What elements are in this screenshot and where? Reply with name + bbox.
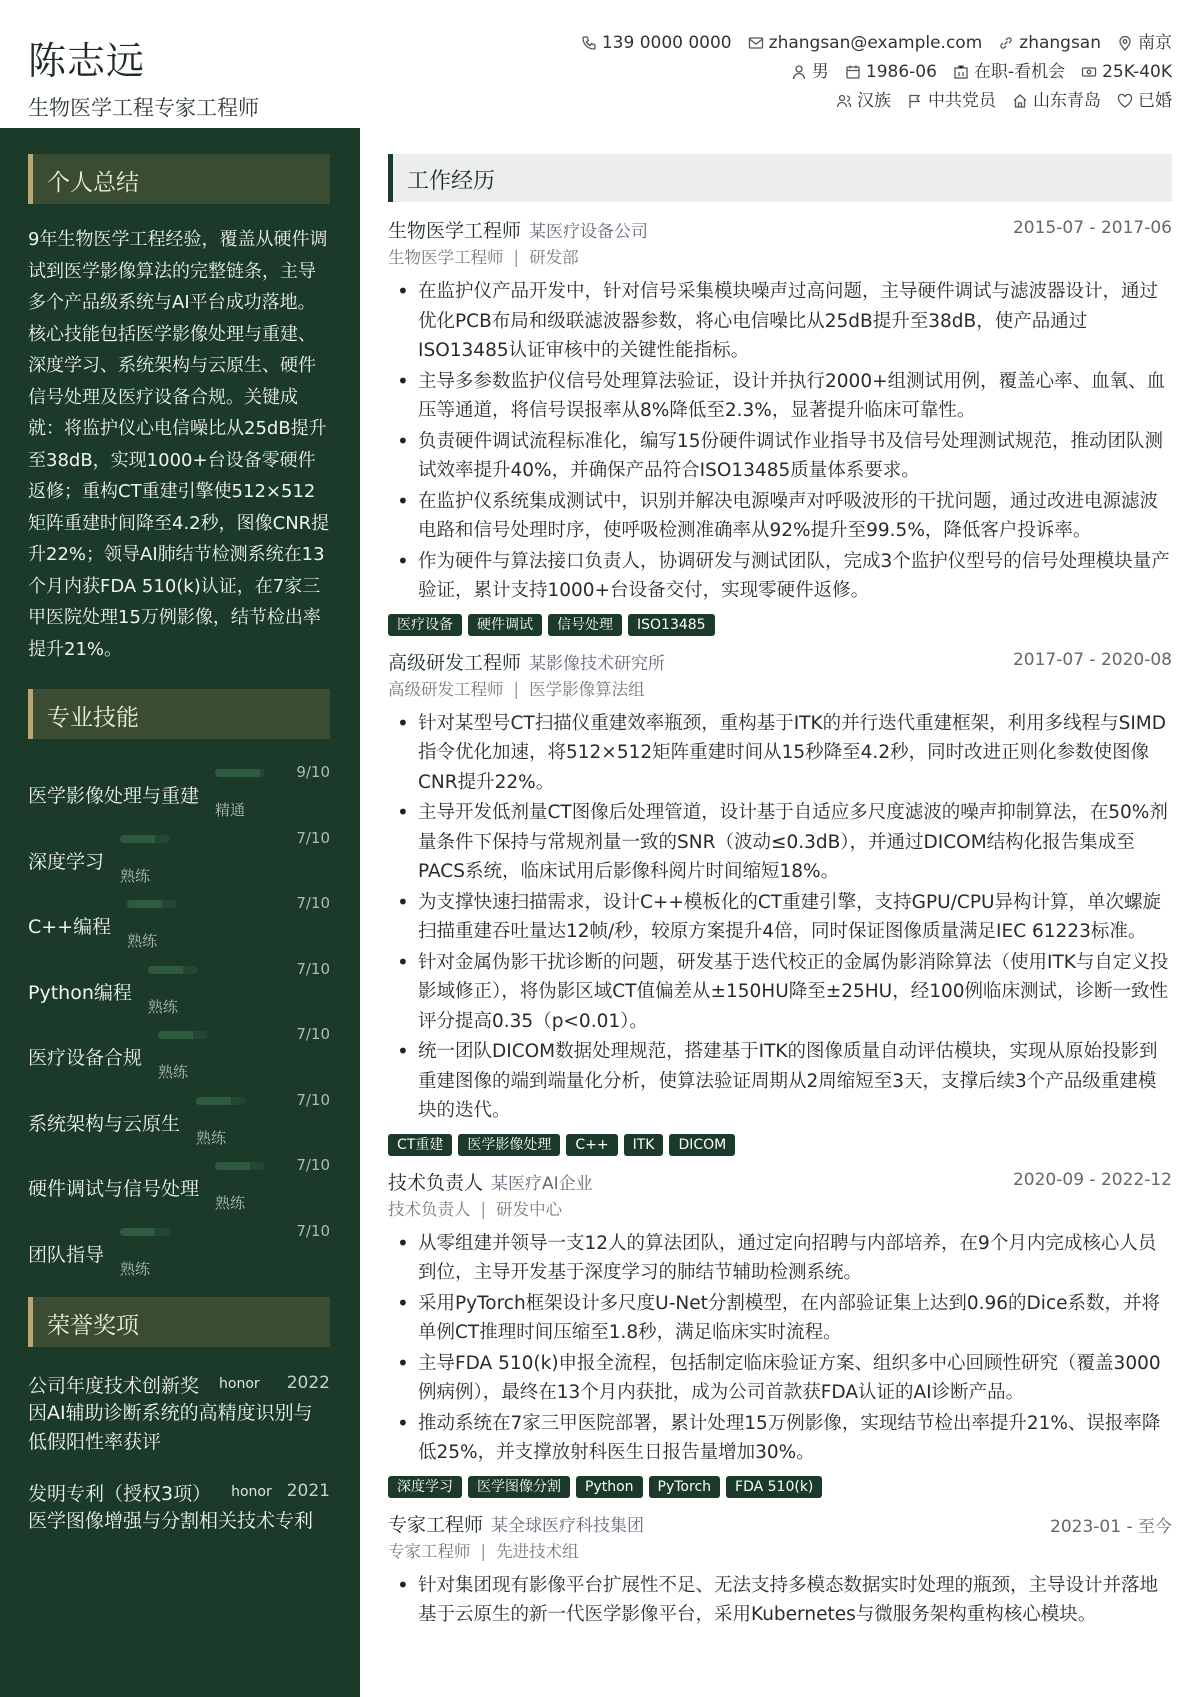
skill-level: 熟练	[120, 1259, 151, 1278]
phone-icon	[581, 35, 597, 51]
job-tags	[388, 1134, 1172, 1156]
job-title	[388, 1168, 593, 1195]
skill-name: 医学影像处理与重建	[28, 785, 200, 807]
skill-level: 熟练	[147, 997, 178, 1016]
contact-text: 中共党员	[928, 90, 996, 111]
contact-item	[1081, 58, 1172, 86]
divider: |	[513, 248, 520, 267]
contact-row	[581, 86, 1172, 115]
skill-level: 熟练	[215, 1194, 246, 1212]
honor-description: 因AI辅助诊断系统的高精度识别与低假阳性率获评	[28, 1402, 313, 1453]
job-date: 2023-01 - 至今	[1050, 1516, 1172, 1537]
contact-item	[998, 29, 1101, 57]
job-role-dept	[388, 1197, 1172, 1229]
skill-bar-fill	[215, 769, 260, 777]
job-entry	[388, 646, 1172, 1156]
list-item: • 负责硬件调试流程标准化，编写15份硬件调试作业指导书及信号处理测试规范，推动团队测试效率提升40%，并确保产品符合ISO13485质量体系要求。	[388, 427, 1172, 486]
skill-score: 7/10	[296, 959, 330, 978]
skill-level: 熟练	[158, 1063, 189, 1081]
home-icon	[1012, 93, 1028, 109]
resume-header	[0, 0, 1200, 128]
contact-item	[791, 58, 829, 86]
skill-tag: PyTorch	[649, 1476, 720, 1498]
work-heading: 工作经历	[388, 154, 1172, 202]
job-role: 高级研发工程师	[388, 679, 504, 699]
skill-level: 熟练	[196, 1128, 227, 1147]
location-icon	[1117, 35, 1133, 51]
job-header	[388, 214, 1172, 245]
skill-bar-fill	[120, 1228, 155, 1236]
candidate-title: 生物医学工程专家工程师	[28, 96, 259, 120]
contact-text: 山东青岛	[1033, 90, 1101, 111]
contact-text: 南京	[1138, 32, 1172, 53]
skill-score: 7/10	[296, 828, 330, 847]
list-item: • 统一团队DICOM数据处理规范，搭建基于ITK的图像质量自动评估模块，实现从原始投影到重建图像的端到端量化分析，使算法验证周期从2周缩短至3天，支撑后续3个产品级重建模块的迭代。	[388, 1037, 1172, 1126]
skill-score: 9/10	[296, 763, 330, 781]
skill-score: 7/10	[296, 1025, 330, 1043]
skill-bar	[127, 900, 177, 908]
skill-bar	[196, 1097, 246, 1105]
job-company: 某全球医疗科技集团	[491, 1515, 645, 1536]
job-title-text: 技术负责人	[388, 1171, 484, 1194]
job-role: 生物医学工程师	[388, 248, 504, 267]
skill-tag: C++	[566, 1134, 617, 1156]
building-icon	[953, 64, 969, 80]
honor-item	[28, 1475, 330, 1536]
job-role-dept	[388, 677, 1172, 709]
skill-name: Python编程	[28, 981, 132, 1004]
calendar-icon	[845, 64, 861, 80]
skill-item	[28, 1087, 330, 1153]
list-item: • 在监护仪系统集成测试中，识别并解决电源噪声对呼吸波形的干扰问题，通过改进电源滤波电路和信号处理时序，使呼吸检测准确率从92%提升至99.5%，降低客户投诉率。	[388, 487, 1172, 546]
skill-name: 深度学习	[28, 850, 105, 873]
skill-tag: 医疗设备	[388, 614, 462, 636]
mail-icon	[748, 35, 764, 51]
job-department: 先进技术组	[496, 1541, 579, 1561]
skill-tag: ISO13485	[628, 614, 715, 636]
skill-name: 团队指导	[28, 1243, 105, 1266]
skill-bar	[215, 1162, 265, 1170]
skill-tag: 医学影像处理	[458, 1134, 560, 1156]
job-achievements	[388, 277, 1172, 606]
skill-tag: Python	[576, 1476, 643, 1498]
skill-item	[28, 825, 330, 891]
list-item: • 针对某型号CT扫描仪重建效率瓶颈，重构基于ITK的并行迭代重建框架，利用多线程与SIMD指令优化加速，将512×512矩阵重建时间从15秒降至4.2秒，同时改进正则化参数使图像CNR提升22%。	[388, 709, 1172, 798]
skill-item	[28, 1152, 330, 1218]
list-item: • 作为硬件与算法接口负责人，协调研发与测试团队，完成3个监护仪型号的信号处理模块量产验证，累计支持1000+台设备交付，实现零硬件返修。	[388, 547, 1172, 606]
money-icon	[1081, 64, 1097, 80]
skill-bar	[120, 1228, 170, 1236]
job-department: 研发中心	[496, 1199, 563, 1219]
contact-text: zhangsan	[1019, 32, 1101, 53]
contact-row	[581, 28, 1172, 57]
contact-item	[748, 29, 983, 57]
job-entry	[388, 1508, 1172, 1630]
skill-item	[28, 890, 330, 956]
skill-score: 7/10	[296, 1090, 330, 1109]
contact-item	[836, 87, 891, 115]
contact-text: 25K-40K	[1102, 61, 1172, 82]
contact-item	[1117, 87, 1172, 115]
flag-icon	[907, 93, 923, 109]
job-tags	[388, 1476, 1172, 1498]
honor-tag: honor	[219, 1376, 260, 1392]
skills-heading: 专业技能	[28, 689, 330, 739]
contact-item	[1012, 87, 1101, 115]
contact-info	[581, 28, 1172, 115]
honor-year: 2021	[286, 1481, 330, 1501]
job-date: 2017-07 - 2020-08	[1012, 649, 1172, 670]
job-role-dept	[388, 245, 1172, 277]
job-header	[388, 1166, 1172, 1197]
jobs-list	[388, 214, 1172, 1630]
skill-bar-fill	[127, 900, 162, 908]
job-company: 某医疗设备公司	[529, 222, 649, 242]
job-date: 2015-07 - 2017-06	[1012, 218, 1172, 238]
skill-bar-fill	[215, 1162, 250, 1170]
divider: |	[480, 1199, 487, 1219]
skill-level: 熟练	[120, 866, 151, 885]
honor-tag: honor	[231, 1484, 272, 1500]
list-item: • 在监护仪产品开发中，针对信号采集模块噪声过高问题，主导硬件调试与滤波器设计，通过优化PCB布局和级联滤波器参数，将心电信噪比从25dB提升至38dB，使产品通过ISO13485认证审核中的关键性能指标。	[388, 277, 1172, 366]
list-item: • 采用PyTorch框架设计多尺度U-Net分割模型，在内部验证集上达到0.96的Dice系数，并将单例CT推理时间压缩至1.8秒，满足临床实时流程。	[388, 1289, 1172, 1348]
skill-name: 系统架构与云原生	[28, 1112, 181, 1135]
summary-text: 9年生物医学工程经验，覆盖从硬件调试到医学影像算法的完整链条，主导多个产品级系统与AI平台成功落地。核心技能包括医学影像处理与重建、深度学习、系统架构与云原生、硬件信号处理及医疗设备合规。关键成就：将监护仪心电信噪比从25dB提升至38dB，实现1000+台设备零硬件返修；重构CT重建引擎使512×512矩阵重建时间降至4.2秒，图像CNR提升22%；领导AI肺结节检测系统在13个月内获FDA 510(k)认证，在7家三甲医院处理15万例影像，结节检出率提升21%。	[28, 229, 330, 660]
skill-score: 7/10	[296, 894, 330, 912]
job-company: 某影像技术研究所	[529, 653, 666, 674]
honors-heading: 荣誉奖项	[28, 1297, 330, 1347]
job-role: 专家工程师	[388, 1541, 471, 1561]
contact-item	[845, 58, 937, 86]
skill-level: 精通	[215, 801, 246, 819]
skill-tag: 深度学习	[388, 1476, 462, 1498]
skill-tag: 医学图像分割	[468, 1476, 570, 1498]
contact-text: 已婚	[1138, 90, 1172, 111]
job-entry	[388, 1166, 1172, 1498]
list-item: • 主导开发低剂量CT图像后处理管道，设计基于自适应多尺度滤波的噪声抑制算法，在50%剂量条件下保持与常规剂量一致的SNR（波动≤0.3dB），并通过DICOM结构化报告集成至PACS系统，临床试用后影像科阅片时间缩短18%。	[388, 798, 1172, 887]
job-company: 某医疗AI企业	[491, 1173, 593, 1194]
skill-item	[28, 759, 330, 825]
job-title	[388, 648, 665, 675]
skill-name: 医疗设备合规	[28, 1047, 143, 1069]
skill-item	[28, 1218, 330, 1284]
skill-item	[28, 1021, 330, 1087]
job-title-text: 专家工程师	[388, 1513, 484, 1536]
contact-row	[581, 57, 1172, 86]
contact-item	[581, 29, 732, 57]
honor-item	[28, 1367, 330, 1457]
list-item: • 主导多参数监护仪信号处理算法验证，设计并执行2000+组测试用例，覆盖心率、血氧、血压等通道，将信号误报率从8%降低至2.3%，显著提升临床可靠性。	[388, 367, 1172, 426]
list-item: • 针对金属伪影干扰诊断的问题，研发基于迭代校正的金属伪影消除算法（使用ITK与自定义投影域修正），将伪影区域CT值偏差从±150HU降至±25HU，经100例临床测试，诊断一致性评分提高0.35（p<0.01）。	[388, 948, 1172, 1037]
list-item: • 主导FDA 510(k)申报全流程，包括制定临床验证方案、组织多中心回顾性研究（覆盖3000例病例），最终在13个月内获批，成为公司首款获FDA认证的AI诊断产品。	[388, 1349, 1172, 1408]
skill-bar	[120, 835, 170, 843]
honor-row	[28, 1475, 330, 1507]
skill-bar	[148, 966, 198, 974]
job-tags	[388, 614, 1172, 636]
skill-tag: DICOM	[669, 1134, 735, 1156]
link-icon	[998, 35, 1014, 51]
skill-bar-fill	[148, 966, 183, 974]
honor-title: 公司年度技术创新奖	[28, 1375, 200, 1397]
honor-description: 医学图像增强与分割相关技术专利	[28, 1510, 314, 1532]
skill-bar-fill	[120, 835, 155, 843]
main-content	[388, 154, 1172, 1638]
job-date: 2020-09 - 2022-12	[1012, 1169, 1172, 1190]
skill-score: 7/10	[296, 1156, 330, 1174]
list-item: • 从零组建并领导一支12人的算法团队，通过定向招聘与内部培养，在9个月内完成核心人员到位，主导开发基于深度学习的肺结节辅助检测系统。	[388, 1229, 1172, 1288]
list-item: • 针对集团现有影像平台扩展性不足、无法支持多模态数据实时处理的瓶颈，主导设计并落地基于云原生的新一代医学影像平台，采用Kubernetes与微服务架构重构核心模块。	[388, 1571, 1172, 1630]
contact-text: 男	[811, 61, 829, 82]
skill-name: C++编程	[28, 916, 112, 938]
contact-item	[953, 58, 1065, 86]
job-title	[388, 1510, 644, 1537]
skill-bar-fill	[196, 1097, 231, 1105]
honor-year: 2022	[286, 1373, 330, 1393]
skill-tag: ITK	[624, 1134, 664, 1156]
contact-item	[1117, 29, 1172, 57]
skill-name: 硬件调试与信号处理	[28, 1178, 200, 1200]
job-entry	[388, 214, 1172, 636]
skill-tag: FDA 510(k)	[726, 1476, 822, 1498]
job-achievements	[388, 709, 1172, 1126]
job-department: 医学影像算法组	[529, 679, 645, 699]
heart-icon	[1117, 93, 1133, 109]
honors-list	[28, 1367, 330, 1536]
skill-level: 熟练	[127, 932, 158, 950]
job-title	[388, 216, 648, 243]
contact-text: 汉族	[857, 90, 891, 111]
skill-tag: CT重建	[388, 1134, 452, 1156]
contact-text: 1986-06	[865, 61, 937, 82]
person-icon	[791, 64, 807, 80]
skill-item	[28, 956, 330, 1022]
job-role: 技术负责人	[388, 1199, 471, 1219]
honor-title: 发明专利（授权3项）	[28, 1483, 212, 1505]
skill-score: 7/10	[296, 1221, 330, 1240]
skill-tag: 硬件调试	[468, 614, 542, 636]
skills-list	[28, 759, 330, 1283]
candidate-name: 陈志远	[28, 39, 146, 83]
list-item: • 为支撑快速扫描需求，设计C++模板化的CT重建引擎，支持GPU/CPU异构计算，单次螺旋扫描重建吞吐量达12帧/秒，较原方案提升4倍，同时保证图像质量满足IEC 61223标准。	[388, 888, 1172, 947]
skill-bar	[215, 769, 265, 777]
contact-text: 在职-看机会	[973, 61, 1066, 82]
skill-tag: 信号处理	[548, 614, 622, 636]
divider: |	[513, 679, 520, 699]
divider: |	[480, 1541, 487, 1561]
job-header	[388, 646, 1172, 677]
skill-bar	[158, 1031, 208, 1039]
job-header	[388, 1508, 1172, 1539]
job-achievements	[388, 1571, 1172, 1630]
job-title-text: 高级研发工程师	[388, 651, 522, 674]
job-title-text: 生物医学工程师	[388, 220, 522, 242]
honor-row	[28, 1367, 330, 1399]
contact-text: 139 0000 0000	[601, 32, 732, 53]
list-item: • 推动系统在7家三甲医院部署，累计处理15万例影像，实现结节检出率提升21%、误报率降低25%，并支撑放射科医生日报告量增加30%。	[388, 1409, 1172, 1468]
summary-heading: 个人总结	[28, 154, 330, 204]
job-department: 研发部	[529, 248, 579, 267]
sidebar	[0, 128, 360, 1697]
job-role-dept	[388, 1539, 1172, 1571]
contact-text: zhangsan@example.com	[768, 32, 983, 53]
contact-item	[907, 87, 996, 115]
people-icon	[836, 93, 852, 109]
skill-bar-fill	[158, 1031, 193, 1039]
job-achievements	[388, 1229, 1172, 1468]
